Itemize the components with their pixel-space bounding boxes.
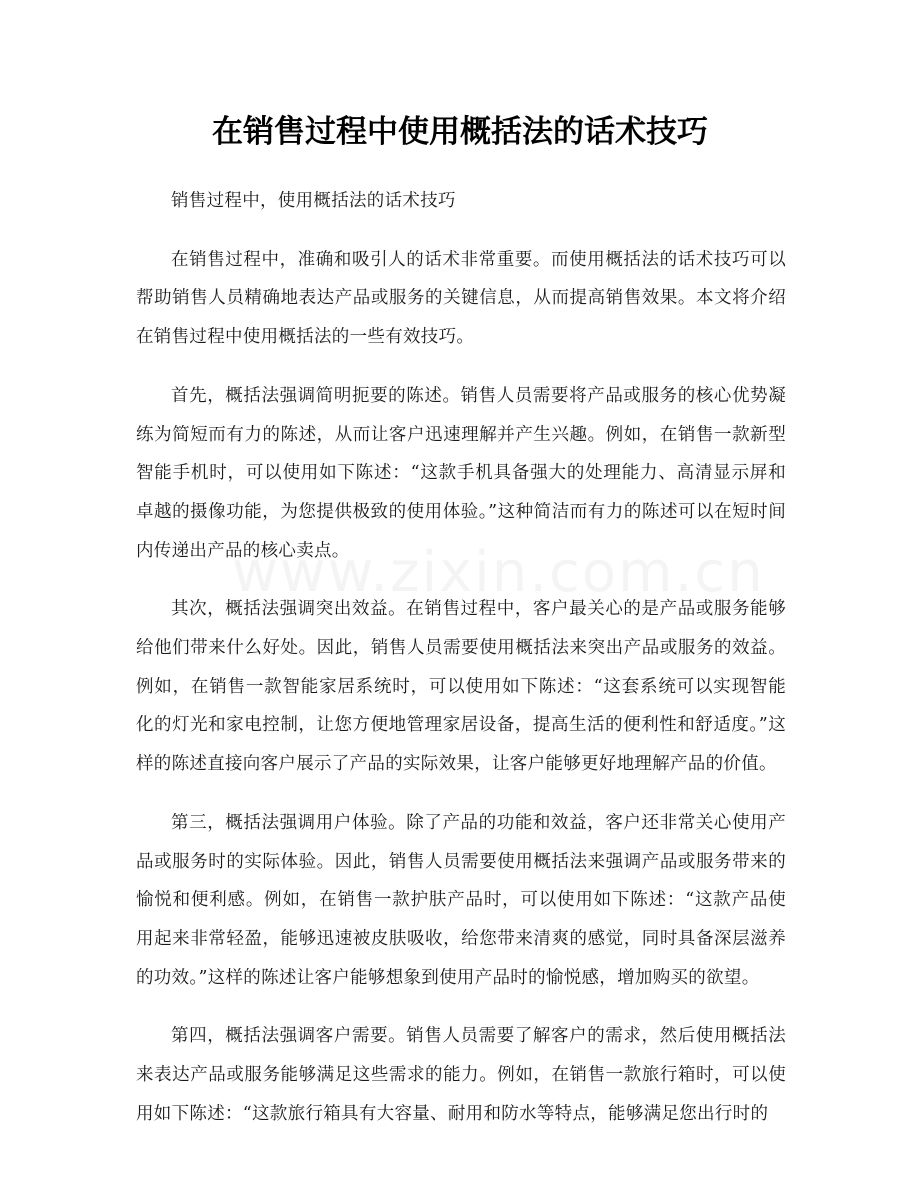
document-body: [136, 182, 786, 1153]
paragraph-first: 首先，概括法强调简明扼要的陈述。销售人员需要将产品或服务的核心优势凝练为简短而有力的陈述，从而让客户迅速理解并产生兴趣。例如，在销售一款新型智能手机时，可以使用如下陈述：“这款手机具备强大的处理能力、高清显示屏和卓越的摄像功能，为您提供极致的使用体验。”这种简洁而有力的陈述可以在短时间内传递出产品的核心卖点。: [136, 385, 786, 561]
paragraph-fourth: 第四，概括法强调客户需要。销售人员需要了解客户的需求，然后使用概括法来表达产品或服务能够满足这些需求的能力。例如，在销售一款旅行箱时，可以使用如下陈述：“这款旅行箱具有大容量、耐用和防水等特点，能够满足您出行时的: [136, 1026, 786, 1124]
paragraph-subtitle: 销售过程中，使用概括法的话术技巧: [171, 191, 456, 211]
paragraph-intro: 在销售过程中，准确和吸引人的话术非常重要。而使用概括法的话术技巧可以帮助销售人员精确地表达产品或服务的关键信息，从而提高销售效果。本文将介绍在销售过程中使用概括法的一些有效技巧。: [136, 249, 786, 348]
paragraph-third: 第三，概括法强调用户体验。除了产品的功能和效益，客户还非常关心使用产品或服务时的实际体验。因此，销售人员需要使用概括法来强调产品或服务带来的愉悦和便利感。例如，在销售一款护肤产品时，可以使用如下陈述：“这款产品使用起来非常轻盈，能够迅速被皮肤吸收，给您带来清爽的感觉，同时具备深层滋养的功效。”这样的陈述让客户能够想象到使用产品时的愉悦感，增加购买的欲望。: [136, 812, 786, 988]
paragraph-second: 其次，概括法强调突出效益。在销售过程中，客户最关心的是产品或服务能够给他们带来什么好处。因此，销售人员需要使用概括法来突出产品或服务的效益。例如，在销售一款智能家居系统时，可以使用如下陈述：“这套系统可以实现智能化的灯光和家电控制，让您方便地管理家居设备，提高生活的便利性和舒适度。”这样的陈述直接向客户展示了产品的实际效果，让客户能够更好地理解产品的价值。: [136, 599, 786, 775]
document-title: 在销售过程中使用概括法的话术技巧: [212, 114, 708, 150]
